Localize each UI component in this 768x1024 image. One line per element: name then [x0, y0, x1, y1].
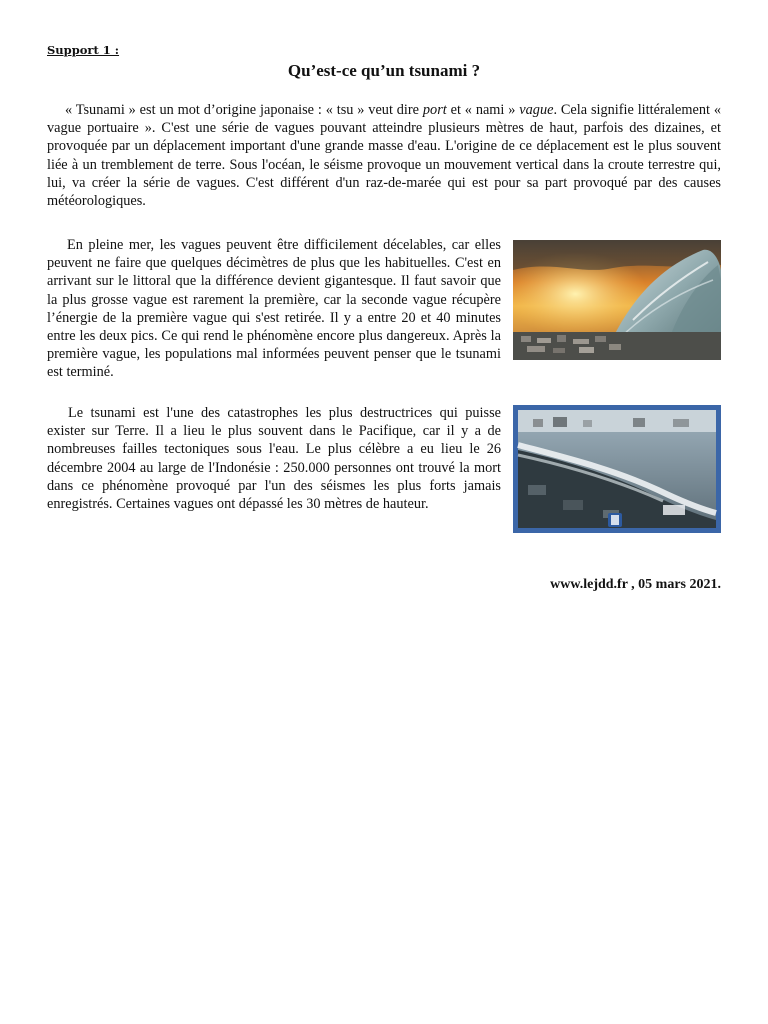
paragraph-3 — [47, 404, 721, 537]
paragraph-1-mid: et « nami » — [446, 102, 520, 118]
page-title: Qu’est-ce qu’un tsunami ? — [287, 61, 481, 80]
tsunami-wave-sunset-image — [513, 240, 721, 360]
paragraph-2 — [47, 236, 721, 382]
paragraph-2-text: En pleine mer, les vagues peuvent être difficilement décelables, car elles peuvent ne faire que quelques décimètres de plus que les habituelles. C'est en arrivant sur le littoral que la différence devient gigantesque. Il faut savoir que la plus grosse vague est rarement la première, car la seconde vague récupère l’énergie de la première vague qui s'est retirée. Il y a entre 20 et 40 minutes entre les deux pics. Ce qui rend le phénomène encore plus dangereux. Après la première vague, les populations mal informées peuvent penser que le tsunami est terminé. — [47, 237, 501, 381]
word-vague: vague — [519, 102, 554, 118]
paragraph-3-text: Le tsunami est l'une des catastrophes les plus destructrices qui puisse exister sur Terre. Il a lieu le plus souvent dans le Pacifique, car il y a de nombreuses failles tectoniques sous l'eau. Le plus célèbre a eu lieu le 26 décembre 2004 au large de l'Indonésie : 250.000 personnes ont trouvé la mort dans ce phénomène provoqué par l'un des séismes les plus forts jamais enregistrés. Certaines vagues ont dépassé les 30 mètres de hauteur. — [47, 405, 501, 513]
support-label: Support 1 : — [47, 43, 120, 57]
paragraph-1-start: « Tsunami » est un mot d’origine japonaise : « tsu » veut dire — [65, 102, 423, 118]
paragraph-1-end: . Cela signifie littéralement « vague portuaire ». C'est une série de vagues pouvant atteindre plusieurs mètres de haut, parfois des dizaines, et provoquée par un déplacement important d'une grande masse d'eau. L'origine de ce déplacement est le plus souvent liée à un tremblement de terre. Sous l'océan, le séisme provoque un mouvement vertical dans la croute terrestre qui, lui, va créer la série de vagues. C'est différent d'un raz-de-marée qui est pour sa part provoqué par des causes météorologiques. — [47, 102, 721, 210]
source-citation: www.lejdd.fr , 05 mars 2021. — [550, 577, 721, 592]
tsunami-city-flood-image — [513, 405, 721, 533]
word-port: port — [422, 102, 447, 118]
paragraph-1 — [47, 101, 721, 210]
